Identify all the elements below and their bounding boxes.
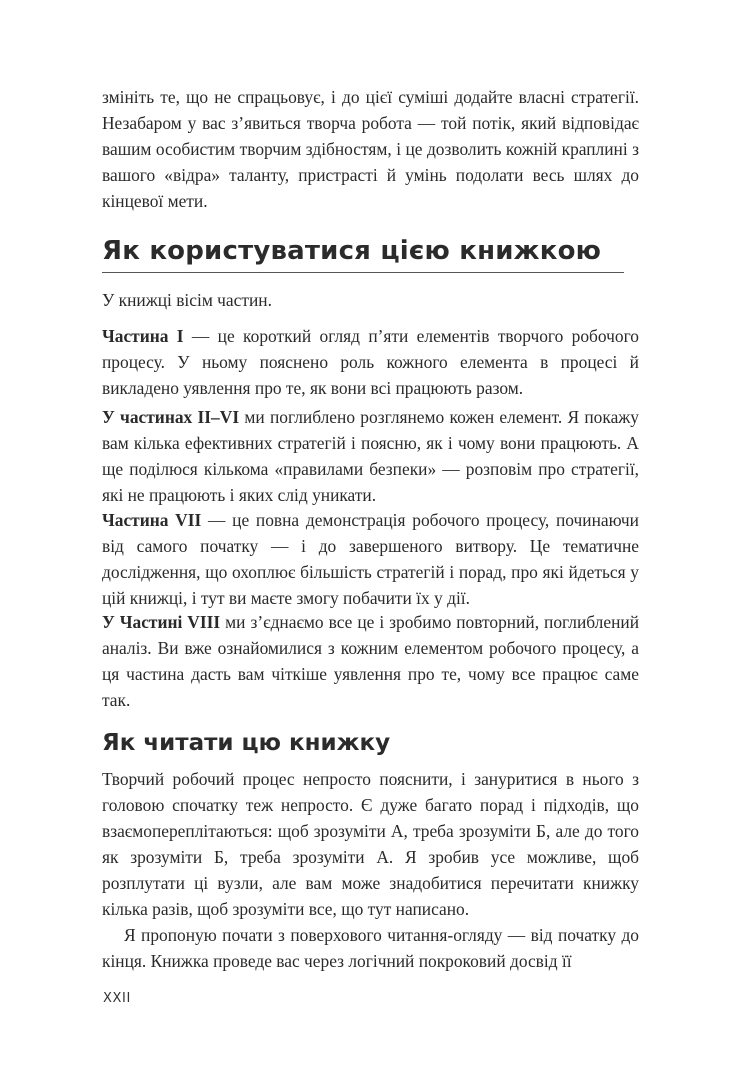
part-text: — це повна демонстрація робочого процесу, починаючи від самого початку — і до завершеного витвору. Це тематичне дослідження, що охоплює більшість стратегій і порад, про які йдеться у цій книжці, і тут ви маєте змогу побачити їх у дії.	[102, 510, 639, 608]
usage-lead-block	[102, 287, 639, 313]
page-number: XXII	[103, 991, 131, 1006]
intro-block	[102, 84, 639, 214]
part-item-4	[102, 609, 639, 713]
section-heading-reading: Як читати цю книжку	[102, 730, 391, 756]
part-text: ми поглиблено розглянемо кожен елемент. Я покажу вам кілька ефективних стратегій і поясню, як і чому вони працюють. А ще поділюся кількома «правилами безпеки» — розповім про стратегії, які не працюють і яких слід уникати.	[102, 407, 639, 505]
part-item-1	[102, 323, 639, 401]
intro-paragraph: змініть те, що не спрацьовує, і до цієї суміші додайте власні стратегії. Незабаром у вас з’явиться творча робота — той потік, який відповідає вашим особистим творчим здібностям, і це дозволить кожній краплині з вашого «відра» таланту, пристрасті й умінь подолати весь шлях до кінцевої мети.	[102, 87, 639, 211]
part-label: Частина I	[102, 326, 184, 346]
part-item-2	[102, 404, 639, 508]
part-label: У Частині VIII	[102, 612, 221, 632]
part-label: У частинах II–VI	[102, 407, 240, 427]
reading-paragraph-2: Я пропоную почати з поверхового читання-огляду — від початку до кінця. Книжка проведе вас через логічний покроковий досвід її	[102, 925, 639, 971]
reading-block	[102, 766, 639, 974]
part-text: ми з’єднаємо все це і зробимо повторний, поглиблений аналіз. Ви вже ознайомилися з кожним елементом робочого процесу, а ця частина дасть вам чіткіше уявлення про те, чому все працює саме так.	[102, 612, 640, 710]
reading-paragraph-1: Творчий робочий процес непросто пояснити, і зануритися в нього з головою спочатку теж непросто. Є дуже багато порад і підходів, що взаємопереплітаються: щоб зрозуміти А, треба зрозуміти Б, але до того як зрозуміти Б, треба зрозуміти А. Я зробив усе можливе, щоб розплутати ці вузли, але вам може знадобитися перечитати книжку кілька разів, щоб зрозуміти все, що тут написано.	[102, 769, 639, 919]
part-label: Частина VII	[102, 510, 202, 530]
usage-lead: У книжці вісім частин.	[102, 290, 272, 310]
heading-rule	[102, 272, 624, 273]
section-heading-usage: Як користуватися цією книжкою	[102, 236, 602, 266]
part-item-3	[102, 507, 639, 611]
part-text: — це короткий огляд п’яти елементів творчого робочого процесу. У ньому пояснено роль кожного елемента в процесі й викладено уявлення про те, як вони всі працюють разом.	[102, 326, 639, 398]
